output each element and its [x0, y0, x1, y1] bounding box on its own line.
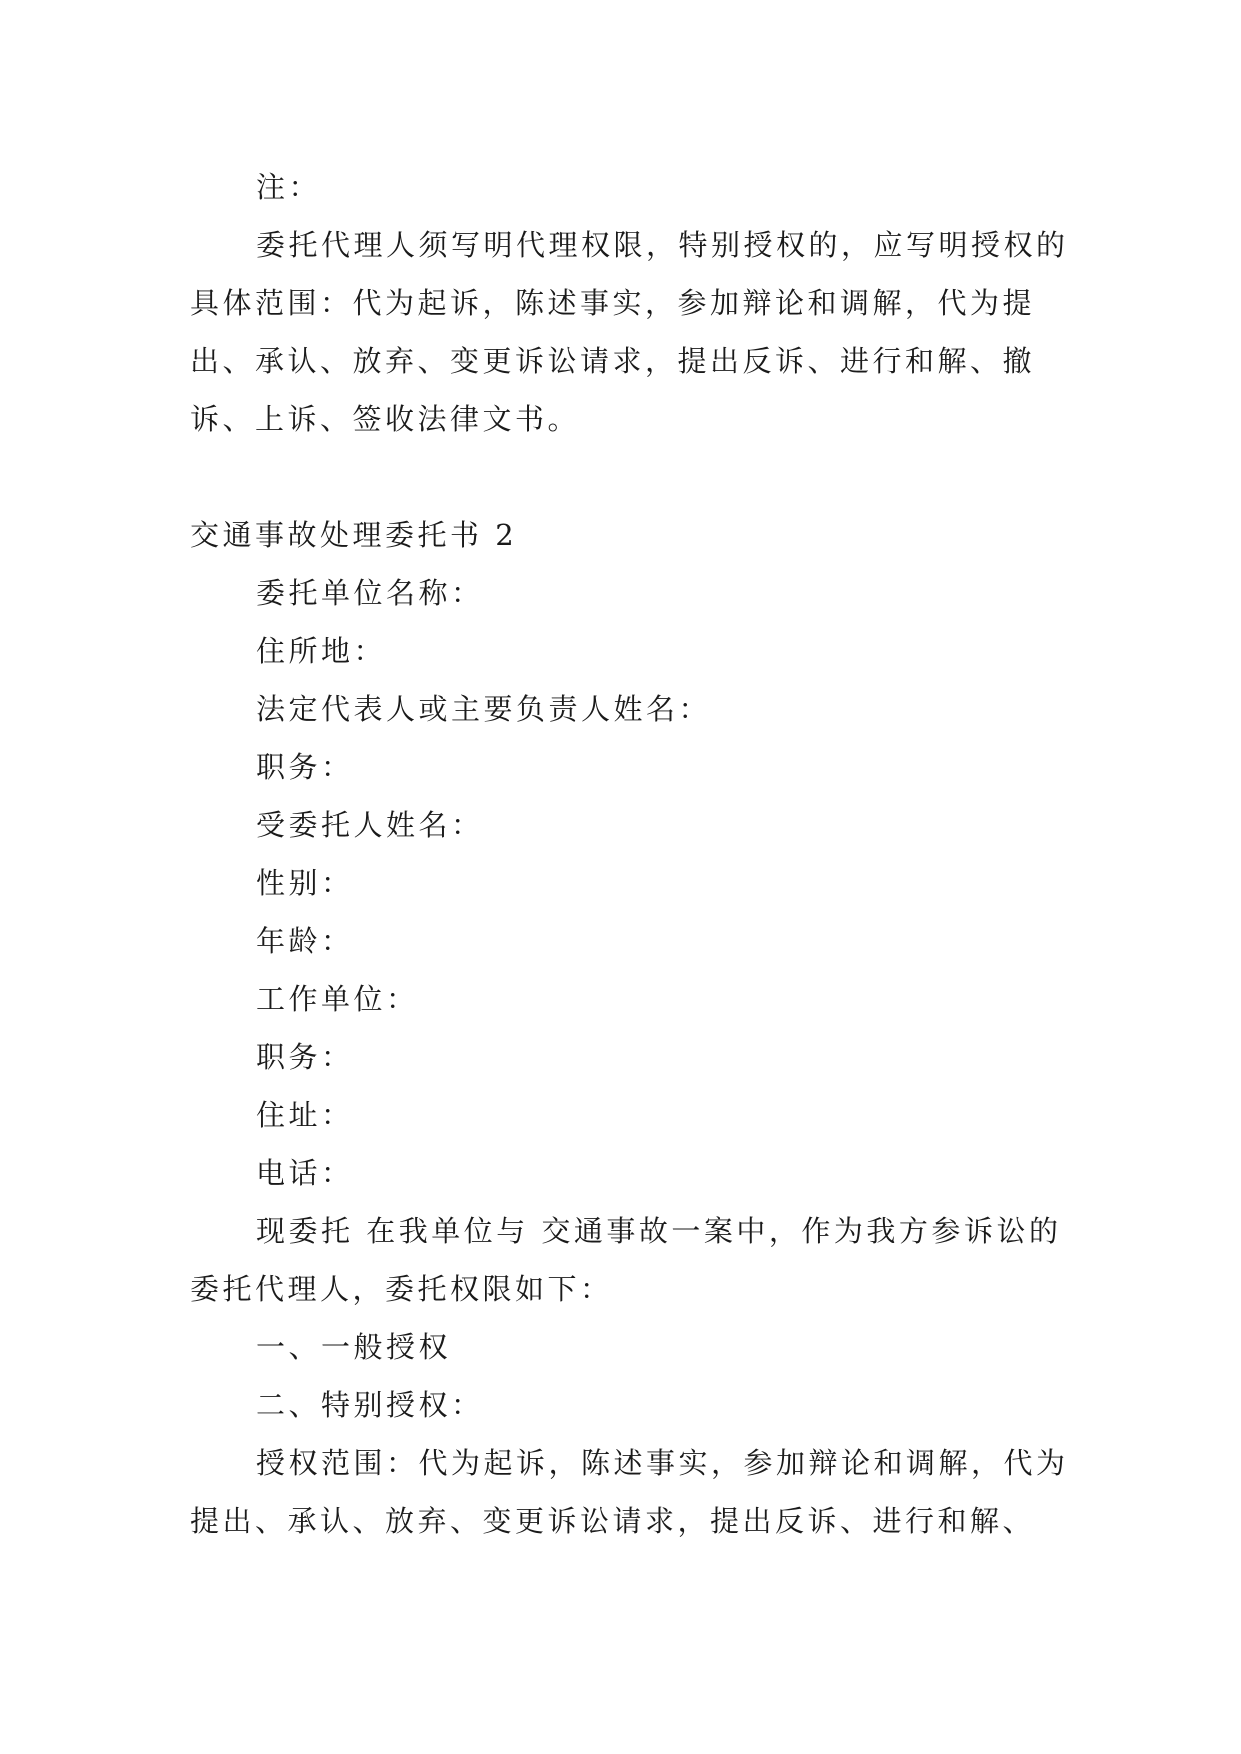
field-phone: 电话：: [256, 1156, 354, 1190]
field-address: 住址：: [256, 1098, 354, 1132]
field-age: 年龄：: [256, 924, 354, 958]
entrustment-statement: 现委托 在我单位与 交通事故一案中，作为我方参诉讼的委托代理人，委托权限如下：: [190, 1214, 1062, 1306]
section-spacer: [190, 448, 1070, 506]
field-trustee-name: 受委托人姓名：: [256, 808, 484, 842]
general-authority: 一、一般授权: [256, 1330, 452, 1364]
note-paragraph: 委托代理人须写明代理权限，特别授权的，应写明授权的具体范围：代为起诉，陈述事实，参加辩论和调解，代为提出、承认、放弃、变更诉讼请求，提出反诉、进行和解、撤诉、上诉、签收法律文书。: [190, 228, 1069, 436]
field-legal-representative: 法定代表人或主要负责人姓名：: [256, 692, 712, 726]
field-gender: 性别：: [256, 866, 354, 900]
document-body: [190, 158, 1070, 1550]
field-trustee-position: 职务：: [256, 1040, 354, 1074]
authority-scope: 授权范围：代为起诉，陈述事实，参加辩论和调解，代为提出、承认、放弃、变更诉讼请求，提出反诉、进行和解、: [190, 1446, 1069, 1538]
field-domicile: 住所地：: [256, 634, 387, 668]
note-label: 注：: [256, 170, 322, 204]
special-authority: 二、特别授权：: [256, 1388, 484, 1422]
field-position: 职务：: [256, 750, 354, 784]
document-title: 交通事故处理委托书 2: [190, 518, 518, 552]
field-work-unit: 工作单位：: [256, 982, 419, 1016]
field-entrusting-unit: 委托单位名称：: [256, 576, 484, 610]
